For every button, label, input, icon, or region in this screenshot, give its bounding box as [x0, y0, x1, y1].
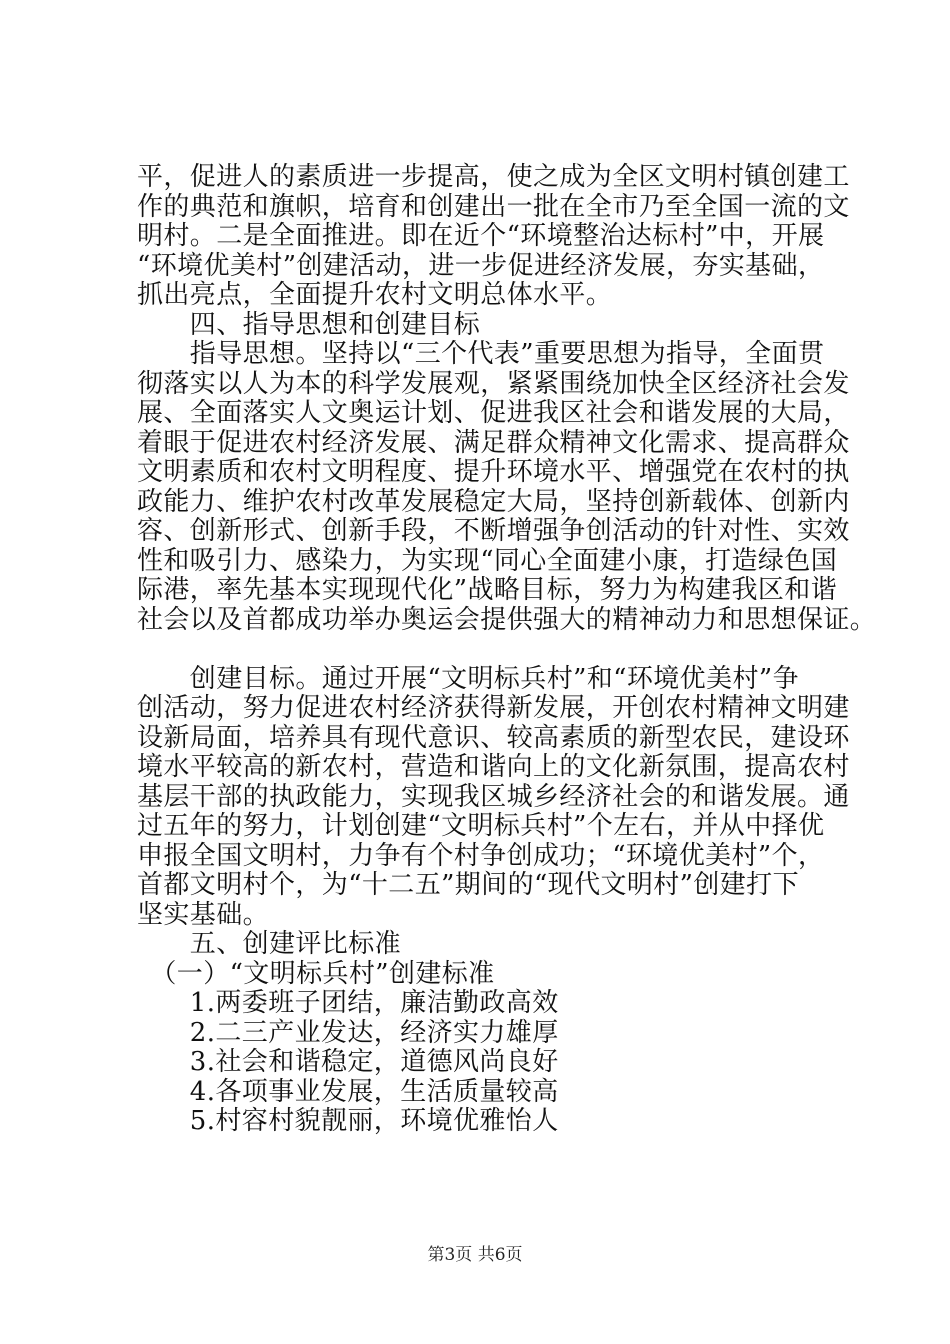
text-line: 1.两委班子团结，廉洁勤政高效 [137, 988, 559, 1018]
text-line: 四、指导思想和创建目标 [137, 309, 481, 340]
text-line: 容、创新形式、创新手段，不断增强争创活动的针对性、实效 [137, 516, 850, 546]
text-line: 着眼于促进农村经济发展、满足群众精神文化需求、提高群众 [137, 427, 850, 458]
text-line: 性和吸引力、感染力，为实现“同心全面建小康，打造绿色国 [137, 545, 838, 576]
text-line: 五、创建评比标准 [137, 929, 402, 959]
text-line: 平，促进人的素质进一步提高，使之成为全区文明村镇创建工 [137, 162, 850, 192]
text-line: 指导思想。坚持以“三个代表”重要思想为指导，全面贯 [137, 339, 825, 369]
text-line: 创活动，努力促进农村经济获得新发展，开创农村精神文明建 [137, 693, 850, 723]
text-line: 3.社会和谐稳定，道德风尚良好 [137, 1047, 559, 1077]
text-line: 明村。二是全面推进。即在近个“环境整治达标村”中，开展 [137, 221, 825, 251]
text-line: 政能力、维护农村改革发展稳定大局，坚持创新载体、创新内 [137, 486, 850, 517]
text-line: “环境优美村”创建活动，进一步促进经济发展，夯实基础， [137, 250, 825, 281]
text-line: 作的典范和旗帜，培育和创建出一批在全市乃至全国一流的文 [137, 191, 850, 222]
text-line: 坚实基础。 [137, 899, 270, 930]
text-line: 文明素质和农村文明程度、提升环境水平、增强党在农村的执 [137, 457, 850, 487]
text-line: 申报全国文明村，力争有个村争创成功；“环境优美村”个， [137, 840, 825, 871]
text-line: 过五年的努力，计划创建“文明标兵村”个左右，并从中择优 [137, 811, 825, 841]
text-line: 彻落实以人为本的科学发展观，紧紧围绕加快全区经济社会发 [137, 368, 850, 399]
text-line: 展、全面落实人文奥运计划、促进我区社会和谐发展的大局， [137, 398, 850, 428]
text-line: 基层干部的执政能力，实现我区城乡经济社会的和谐发展。通 [137, 781, 850, 812]
text-line: 境水平较高的新农村，营造和谐向上的文化新氛围，提高农村 [137, 752, 850, 782]
page-footer: 第3页 共6页 [427, 1245, 523, 1265]
document-body [137, 162, 877, 1137]
text-line: 5.村容村貌靓丽，环境优雅怡人 [137, 1106, 559, 1136]
text-line: 际港，率先基本实现现代化”战略目标，努力为构建我区和谐 [137, 575, 838, 605]
text-line: （一）“文明标兵村”创建标准 [137, 958, 495, 989]
text-line: 抓出亮点，全面提升农村文明总体水平。 [137, 280, 613, 310]
text-line: 设新局面，培养具有现代意识、较高素质的新型农民，建设环 [137, 722, 850, 753]
text-line: 4.各项事业发展，生活质量较高 [137, 1076, 559, 1107]
text-line: 首都文明村个，为“十二五”期间的“现代文明村”创建打下 [137, 870, 799, 900]
text-line: 2.二三产业发达，经济实力雄厚 [137, 1017, 559, 1048]
text-line: 社会以及首都成功举办奥运会提供强大的精神动力和思想保证。 [137, 604, 877, 635]
text-line [137, 635, 852, 665]
text-line: 创建目标。通过开展“文明标兵村”和“环境优美村”争 [137, 663, 799, 694]
